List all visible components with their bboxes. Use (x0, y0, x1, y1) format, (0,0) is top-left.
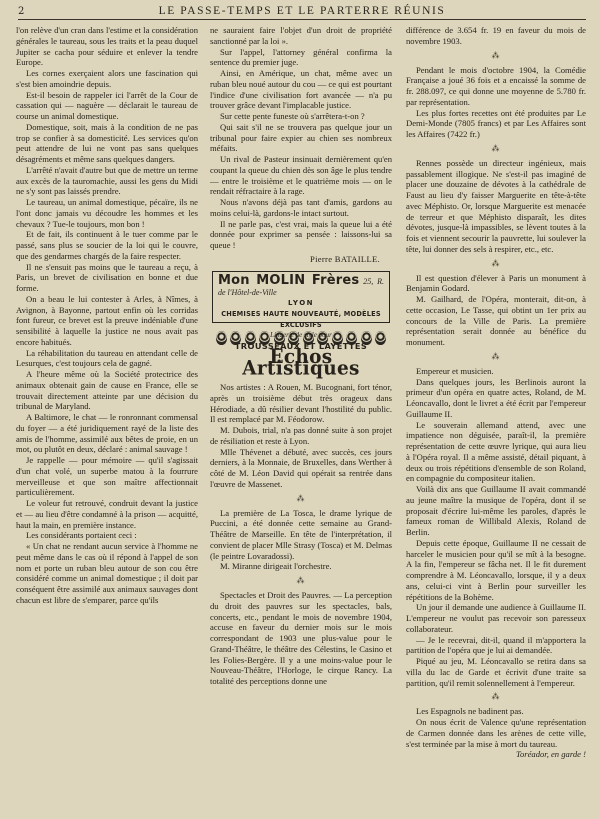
paragraph: Sur l'appel, l'attorney général confirma la sentence du premier juge. (210, 46, 392, 68)
separator-glyph: ⁂ (296, 493, 306, 503)
separator-glyph: ⁂ (296, 576, 306, 585)
paragraph: Pendant le mois d'octobre 1904, la Comédie Française a joué 36 fois et a encaissé la somme de fr. 288.097, ce qui donne une moyenne de 5.780 fr. par représentation. (406, 64, 586, 107)
paragraph: Depuis cette époque, Guillaume II ne cessait de harceler le musicien pour qu'il se mît à la besogne. A la fin, l'empereur se fâcha net. Il le fit durement comprendre à M. Léoncavallo, lorsque, il y a deux ans, celui-ci vint à Berlin pour surveiller les répétitions de la Bohème. (406, 537, 586, 602)
section-heading: Echos Artistiques (242, 345, 360, 379)
advert-city: LYON (288, 299, 314, 307)
paragraph: Sur cette pente funeste où s'arrêtera-t-on ? (220, 111, 365, 121)
paragraph: Nous n'avons déjà pas tant d'amis, gardons au moins celui-là, gardons-le intact surtout. (210, 197, 392, 218)
paragraph: Les Espagnols ne badinent pas. (416, 706, 524, 717)
paragraph: Le voleur fut retrouvé, condruit devant la justice et — au lieu d'être condamné à la prison — acquitté, haut la main, en première instance. (16, 498, 198, 530)
paragraph: Il ne s'ensuit pas moins que le taureau a reçu, à Paris, un brevet de civilisation en bonne et due forme. (16, 261, 198, 293)
separator-glyph: ⁂ (491, 143, 501, 153)
paragraph: La première de La Tosca, le drame lyrique de Puccini, a été donnée cette semaine au Grand-Théâtre de Marseille. En tête de l'interprétation, il convient de placer Mlle Strasy (Tosca) et M. Delmas (le peintre Lovaradossi). (210, 507, 392, 561)
paragraph: « Un chat ne rendant aucun service à l'homme ne peut même dans le cas où il répond à l'appel de son nom et porte un ruban bleu autour de son cou être considéré comme un animal domestique ; il doit par conséquent être assimilé aux animaux sauvages dont chacun est libre de s'emparer, parce qu'ils (16, 541, 198, 605)
separator-glyph: ⁂ (491, 692, 501, 702)
advert-address: 25, R. de l'Hôtel-de-Ville (218, 276, 384, 298)
separator-glyph: ⁂ (491, 50, 501, 60)
paragraph: Mlle Thévenet a débuté, avec succès, ces jours derniers, à la Monnaie, de Bruxelles, dans Werther à côté de M. Léon David qui opérait sa rentrée dans l'œuvre de Massenet. (210, 446, 392, 489)
paragraph: Dans quelques jours, les Berlinois auront la primeur d'un opéra en quatre actes, Roland, de M. Léoncavallo, dont le livret a été écrit par l'empereur Guillaume II. (406, 376, 586, 419)
paragraph: M. Gailhard, de l'Opéra, monterait, dit-on, à cette occasion, Le Tasse, qui obtint un 1er prix au concours de la Ville de Paris. La première représentation serait donnée au bénéfice du monument. (406, 294, 586, 347)
paragraph: Je rappelle — pour mémoire — qu'il s'agissait d'un chat volé, un superbe matou à la fourrure merveilleuse et que son maître affectionnait particulièrement. (16, 455, 198, 498)
left-column (16, 25, 198, 606)
running-title: LE PASSE-TEMPS ET LE PARTERRE RÉUNIS (158, 5, 446, 17)
paragraph: Qui sait s'il ne se trouvera pas quelque jour un tribunal pour faire expier au chien ses nombreux méfaits. (210, 121, 392, 154)
advert-line-trousseaux: TROUSSEAUX ET LAYETTES (234, 341, 368, 351)
paragraph: — Je le recevrai, dit-il, quand il m'apportera la partition de l'opéra que je lui ai demandée. (406, 634, 586, 656)
advert-company-name: Mon MOLIN Frères (218, 272, 360, 288)
paragraph: Le taureau, un animal domestique, pécaïre, ils ne l'ont donc jamais vu découdre les hommes et les chevaux ? Tue-le toujours, mon bon ! (16, 197, 198, 229)
paragraph: Spectacles et Droit des Pauvres. — La perception du droit des pauvres sur les spectacles, bals, concerts, etc., pendant le mois de novembre 1904, accuse en faveur du dernier mois sur le mois correspondant de 1903 une plus-value pour le Grand-Théâtre, le théâtre des Célestins, le Casino et les Folies-Bergère. Il y a une moins-value pour le Nouveau-Théâtre, l'Horloge, le cirque Rancy. La totalité des perceptions donne une (210, 590, 392, 686)
advertisement-box (212, 271, 390, 351)
separator-glyph: ⁂ (491, 351, 501, 361)
paragraph: Est-il besoin de rappeler ici l'arrêt de la Cour de cassation qui — naguère — déclarait le taureau de course un animal domestique. (16, 89, 198, 121)
paragraph: Un rival de Pasteur insinuait dernièrement qu'en coupant la queue du chien dès son âge le plus tendre — entre le troisième et le quatrième mois — on le rendait réfractaire à la rage. (210, 154, 392, 197)
paragraph: ne sauraient faire l'objet d'un droit de propriété sanctionné par la loi ». (210, 25, 392, 46)
paragraph: Le souverain allemand attend, avec une impatience non déguisée, paraît-il, la première représentation de cette œuvre lyrique, qui aura lieu à l'Opéra royal. Il a même assisté, détail piquant, à deux ou trois répétitions d'ensemble de son Roland, en compagnie du compositeur italien. (406, 419, 586, 484)
paragraph: Et de fait, ils continuent à le tuer comme par le passé, sans plus se soucier de la loi qui le couvre, que des gendarmes chargés de la faire respecter. (16, 229, 198, 261)
paragraph: L'arrêté n'avait d'autre but que de mettre un terme aux excès de la tauromachie, aussi les gens du Midi ne s'y sont pas laissés prendre. (16, 164, 198, 197)
paragraph: Les cornes exerçaient alors une fascination qui s'est bien amoindrie depuis. (16, 68, 198, 89)
paragraph: M. Dubois, trial, n'a pas donné suite à son projet de résiliation et reste à Lyon. (210, 425, 392, 446)
paragraph: M. Miranne dirigeait l'orchestre. (220, 561, 332, 572)
paragraph: Rennes possède un directeur ingénieux, mais passablement illogique. Ne s'est-il pas imaginé de placer une douzaine de dévotes à la cathédrale de Faust au lieu d'y faisser Marguerite en tête-à-tête avec Méphisto. Or, lorsque Marguerite est menacée de terreur et que Méphisto disparaît, les dites dévotes, jusque-là impassibles, se lèvent toutes à la fois et viennent secourir la pauvrette, lui soulever la tête, lui donner des sels à respirer, etc., etc. (406, 157, 586, 254)
paragraph: On a beau le lui contester à Arles, à Nîmes, à Avignon, à Bayonne, partout enfin où les corridas font fureur, ce brevet est la preuve indéniable d'une sensibilité à laquelle la justice ne nous avait pas encore habitués. (16, 293, 198, 347)
paragraph: Nos artistes : A Rouen, M. Bucognani, fort ténor, après un troisième début très orageux dans Hérodiade, a dû résilier devant l'hostilité du public. Il est remplacé par M. Féodorow. (210, 382, 392, 425)
paragraph: A l'heure même où la Société protectrice des animaux obtenait gain de cause en France, elle se trouvait directement atteinte par une décision du tribunal de Maryland. (16, 369, 198, 412)
paragraph: l'on relève d'un cran dans l'estime et la considération générales le taureau, sous les traits et la peau duquel Jupiter se cacha pour séduire et enlever la tendre Europe. (16, 25, 198, 68)
right-column (406, 25, 586, 760)
paragraph: différence de 3.654 fr. 19 en faveur du mois de novembre 1903. (406, 25, 586, 46)
paragraph: Les plus fortes recettes ont été produites par Le Demi-Monde (7805 francs) et par Les Affaires sont les Affaires (7422 fr.) (406, 107, 586, 139)
paragraph: La réhabilitation du taureau en attendant celle de Lesurques, c'est toujours cela de gagné. (16, 347, 198, 369)
paragraph: Empereur et musicien. (416, 365, 494, 376)
paragraph: Ainsi, en Amérique, un chat, même avec un ruban bleu noué autour du cou — ce qui est pourtant l'indice d'une civilisation fort avancée — n'a pu trouver grâce devant l'implacable justice. (210, 68, 392, 111)
paragraph: Toréador, en garde ! (515, 749, 586, 760)
middle-column (210, 25, 392, 687)
paragraph: On nous écrit de Valence qu'une représentation de Carmen donnée dans les arènes de cette ville, s'est terminée par la mise à mort du taureau. (406, 717, 586, 749)
paragraph: Il ne parle pas, c'est vrai, mais la queue lui a été donnée pour exprimer sa pensée : laissons-lui sa queue ! (210, 218, 392, 250)
author-signature: Pierre BATAILLE. (310, 253, 380, 264)
page-number: 2 (18, 6, 25, 17)
paragraph: Un jour il demande une audience à Guillaume II. L'empereur ne voulut pas recevoir son paresseux collaborateur. (406, 602, 586, 634)
paragraph: Il est question d'élever à Paris un monument à Benjamin Godard. (406, 272, 586, 294)
paragraph: A Baltimore, le chat — le ronronnant commensal du foyer — a été juridiquement rayé de la liste des amis de l'homme, assimilé aux bêtes de proie, en un mot, ou plutôt en deux, déclaré : animal sauvage ! (16, 412, 198, 455)
paragraph: Voilà dix ans que Guillaume II avait commandé au jeune maître la musique de l'opéra, dont il se proposait d'écrire lui-même les paroles, d'après le fameux roman de Willibald Alexis, Roland de Berlin. (406, 484, 586, 537)
paragraph: Piqué au jeu, M. Léoncavallo se retira dans sa villa du lac de Garde et écrivit d'une traite sa partition, qu'il remit solennellement à l'empereur. (406, 656, 586, 688)
advert-line-shirts: CHEMISES HAUTE NOUVEAUTÉ, MODÈLES EXCLUSIFS (221, 309, 381, 329)
paragraph: Domestique, soit, mais à la condition de ne pas trop se confier à sa domesticité. Les services qu'on peut attendre de lui ne vont pas sans quelques désagréments et même sans quelques dangers. (16, 121, 198, 164)
separator-glyph: ⁂ (491, 258, 501, 268)
advert-line-lingerie: Lingerie de style pour (270, 331, 332, 340)
paragraph: Les considérants portaient ceci : (26, 530, 137, 541)
page-header (18, 4, 586, 20)
